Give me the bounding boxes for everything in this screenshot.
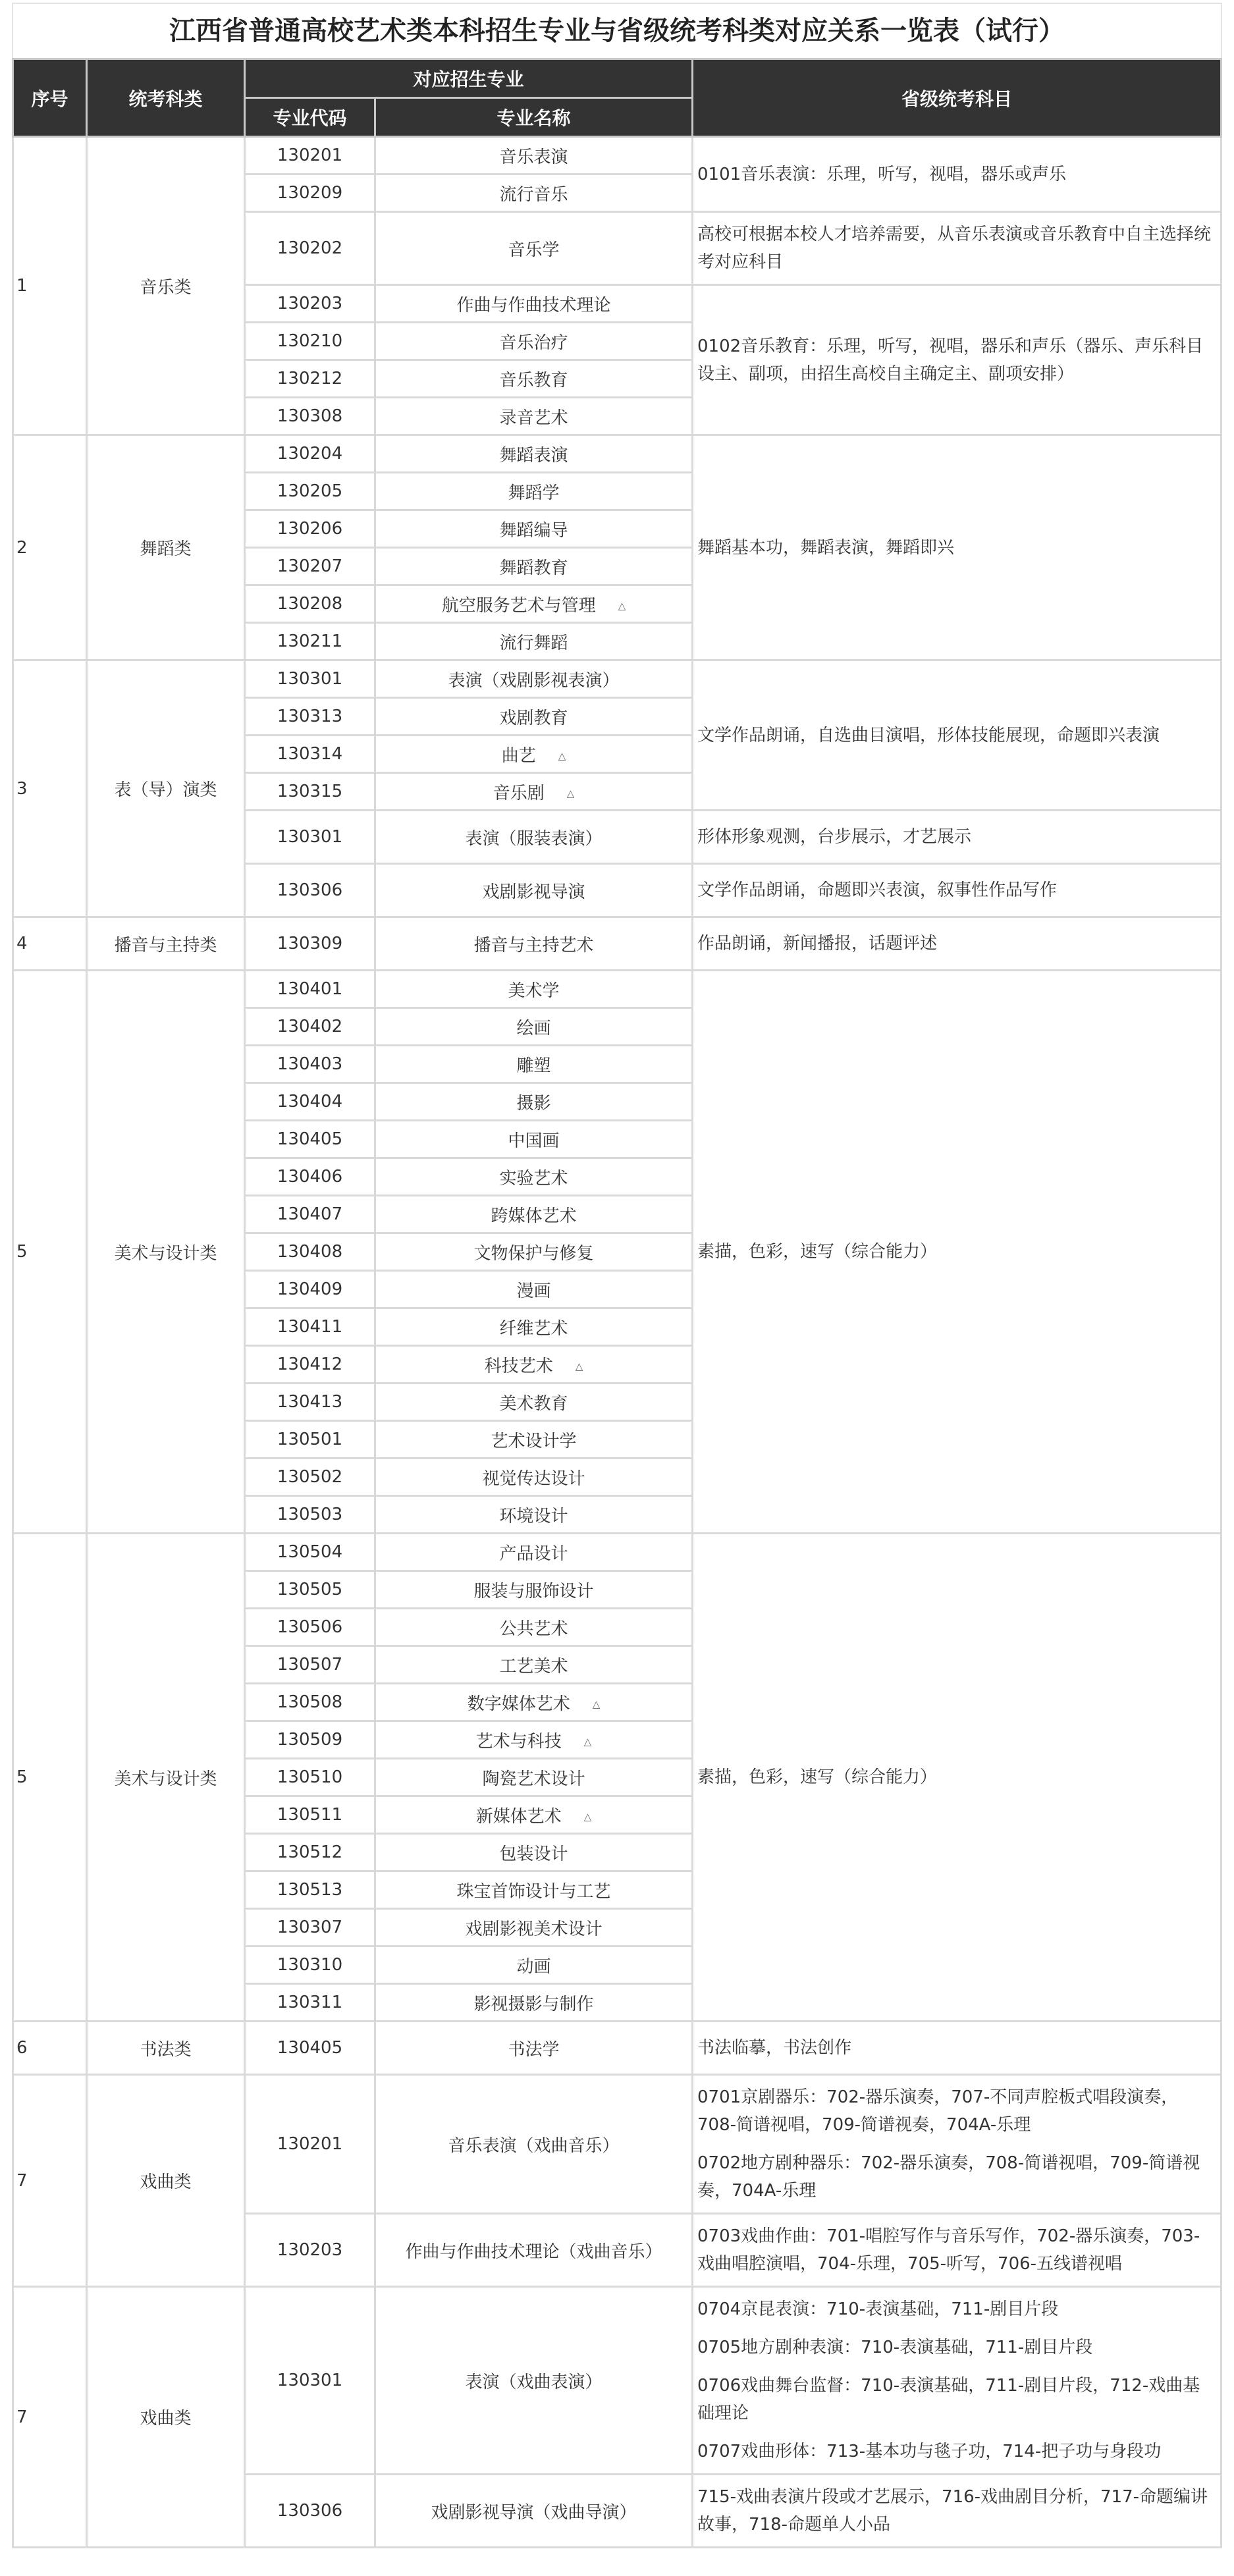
exam-subjects: [693, 811, 1221, 864]
group-number: 7: [13, 2287, 87, 2548]
major-name-cell: [375, 174, 693, 212]
exam-subject-text: 素描，色彩，速写（综合能力）: [697, 1242, 938, 1262]
major-code: 130314: [245, 736, 375, 773]
major-name-cell: [375, 1721, 693, 1759]
major-name-cell: [375, 510, 693, 548]
major-name-cell: [375, 1946, 693, 1984]
major-name: 戏剧教育: [499, 708, 568, 728]
group-number: 5: [13, 1534, 87, 2022]
triangle-mark-icon: △: [592, 1698, 601, 1710]
exam-subjects: [693, 2287, 1221, 2475]
major-code: 130311: [245, 1984, 375, 2022]
major-code: 130508: [245, 1684, 375, 1721]
major-name-cell: [375, 1796, 693, 1834]
major-name-cell: [375, 864, 693, 917]
major-name: 科技艺术: [484, 1356, 553, 1376]
exam-subjects: [693, 1534, 1221, 2022]
major-name-cell: [375, 1008, 693, 1046]
major-code: 130201: [245, 2075, 375, 2214]
major-name: 雕塑: [516, 1056, 551, 1076]
page: [12, 0, 1222, 2548]
table-row: [13, 2287, 1221, 2475]
major-name-cell: [375, 1909, 693, 1946]
header-category: 统考科类: [87, 59, 245, 137]
major-name-cell: [375, 773, 693, 811]
major-name: 音乐剧: [493, 783, 545, 803]
major-name-cell: [375, 398, 693, 435]
major-code: 130505: [245, 1571, 375, 1609]
major-code: 130402: [245, 1008, 375, 1046]
major-code: 130306: [245, 2475, 375, 2548]
major-code: 130301: [245, 2287, 375, 2475]
major-code: 130307: [245, 1909, 375, 1946]
major-name: 数字媒体艺术: [467, 1694, 570, 1714]
major-name: 作曲与作曲技术理论（戏曲音乐）: [405, 2241, 662, 2262]
major-name-cell: [375, 1083, 693, 1121]
major-name: 文物保护与修复: [473, 1243, 594, 1264]
major-code: 130413: [245, 1383, 375, 1421]
exam-subjects: [693, 917, 1221, 971]
major-code: 130412: [245, 1346, 375, 1383]
major-name: 音乐教育: [499, 370, 568, 390]
major-code: 130306: [245, 864, 375, 917]
table-row: [13, 971, 1221, 1008]
major-code: 130309: [245, 917, 375, 971]
major-name: 产品设计: [499, 1543, 568, 1564]
major-name: 舞蹈学: [508, 483, 560, 503]
major-name-cell: [375, 660, 693, 698]
major-name: 流行音乐: [499, 184, 568, 205]
exam-category: 美术与设计类: [87, 1534, 245, 2022]
exam-subject-text: 0101音乐表演：乐理，听写，视唱，器乐或声乐: [697, 164, 1067, 184]
exam-subject-text: 舞蹈基本功，舞蹈表演，舞蹈即兴: [697, 537, 955, 558]
group-number: 5: [13, 971, 87, 1534]
major-code: 130203: [245, 2214, 375, 2287]
group-number: 4: [13, 917, 87, 971]
table-row: [13, 435, 1221, 473]
major-code: 130313: [245, 698, 375, 736]
table-body: [13, 137, 1221, 2548]
major-name-cell: [375, 1233, 693, 1271]
major-code: 130509: [245, 1721, 375, 1759]
triangle-mark-icon: △: [566, 788, 575, 799]
exam-subject-text: 715-戏曲表演片段或才艺展示，716-戏曲剧目分析，717-命题编讲故事，718-命题单人小品: [697, 2487, 1208, 2535]
major-name: 影视摄影与制作: [473, 1994, 594, 2014]
major-name: 珠宝首饰设计与工艺: [456, 1881, 611, 1902]
major-code: 130208: [245, 585, 375, 623]
major-code: 130207: [245, 548, 375, 585]
major-code: 130405: [245, 1121, 375, 1158]
triangle-mark-icon: △: [558, 750, 566, 762]
major-code: 130202: [245, 212, 375, 285]
major-code: 130512: [245, 1834, 375, 1871]
major-name-cell: [375, 137, 693, 174]
major-code: 130404: [245, 1083, 375, 1121]
major-name-cell: [375, 917, 693, 971]
major-name-cell: [375, 736, 693, 773]
major-code: 130211: [245, 623, 375, 660]
major-name-cell: [375, 698, 693, 736]
group-number: 3: [13, 660, 87, 917]
major-name-cell: [375, 1646, 693, 1684]
major-code: 130315: [245, 773, 375, 811]
exam-subject-text: 作品朗诵，新闻播报，话题评述: [697, 934, 938, 953]
major-name: 表演（戏剧影视表演）: [448, 670, 620, 691]
major-code: 130502: [245, 1459, 375, 1496]
major-name-cell: [375, 1121, 693, 1158]
major-name-cell: [375, 1834, 693, 1871]
major-name: 动画: [516, 1956, 551, 1977]
major-code: 130408: [245, 1233, 375, 1271]
major-name: 环境设计: [499, 1506, 568, 1526]
exam-subject-text: 0705地方剧种表演：710-表演基础，711-剧目片段: [697, 2338, 1093, 2357]
major-name-cell: [375, 1571, 693, 1609]
table-row: [13, 1534, 1221, 1571]
major-name-cell: [375, 1158, 693, 1196]
major-code: 130506: [245, 1609, 375, 1646]
major-name: 艺术设计学: [491, 1431, 577, 1451]
header-code: 专业代码: [245, 98, 375, 137]
major-code: 130201: [245, 137, 375, 174]
major-code: 130209: [245, 174, 375, 212]
exam-subjects: [693, 2475, 1221, 2548]
major-code: 130503: [245, 1496, 375, 1534]
table-header: [13, 59, 1221, 137]
major-name: 戏剧影视导演（戏曲导演）: [431, 2502, 637, 2523]
major-name-cell: [375, 1308, 693, 1346]
major-name: 录音艺术: [499, 408, 568, 428]
exam-subject-text: 文学作品朗诵，自选曲目演唱，形体技能展现，命题即兴表演: [697, 725, 1160, 745]
exam-category: 舞蹈类: [87, 435, 245, 660]
major-code: 130511: [245, 1796, 375, 1834]
major-code: 130203: [245, 285, 375, 323]
major-name: 美术教育: [499, 1393, 568, 1414]
exam-subject-text: 0701京剧器乐：702-器乐演奏，707-不同声腔板式唱段演奏，708-简谱视唱，709-简谱视奏，704A-乐理: [697, 2087, 1179, 2135]
table-row: [13, 660, 1221, 698]
exam-subjects: [693, 864, 1221, 917]
major-name-cell: [375, 1759, 693, 1796]
major-name: 服装与服饰设计: [473, 1581, 594, 1601]
exam-category: 音乐类: [87, 137, 245, 435]
header-majors: 对应招生专业: [245, 59, 693, 98]
exam-subject-text: 0102音乐教育：乐理，听写，视唱，器乐和声乐（器乐、声乐科目设主、副项，由招生高校自主确定主、副项安排）: [697, 336, 1204, 384]
table-row: [13, 917, 1221, 971]
major-name: 播音与主持艺术: [473, 935, 594, 955]
major-name: 漫画: [516, 1281, 551, 1301]
major-name: 工艺美术: [499, 1656, 568, 1677]
major-name: 陶瓷艺术设计: [482, 1769, 585, 1789]
major-name-cell: [375, 1496, 693, 1534]
major-name-cell: [375, 1684, 693, 1721]
group-number: 6: [13, 2022, 87, 2075]
major-name: 视觉传达设计: [482, 1468, 585, 1489]
major-name: 流行舞蹈: [499, 633, 568, 653]
group-number: 1: [13, 137, 87, 435]
exam-subject-text: 0702地方剧种器乐：702-器乐演奏，708-简谱视唱，709-简谱视奏，704A-乐理: [697, 2153, 1200, 2201]
exam-subject-text: 0706戏曲舞台监督：710-表演基础，711-剧目片段，712-戏曲基础理论: [697, 2376, 1200, 2423]
major-name-cell: [375, 1609, 693, 1646]
exam-subjects: [693, 2214, 1221, 2287]
major-name: 音乐学: [508, 240, 560, 260]
triangle-mark-icon: △: [618, 600, 626, 612]
major-name: 新媒体艺术: [475, 1806, 562, 1827]
major-name: 纤维艺术: [499, 1318, 568, 1339]
major-name-cell: [375, 1383, 693, 1421]
major-name-cell: [375, 360, 693, 398]
major-name: 艺术与科技: [475, 1731, 562, 1752]
major-code: 130501: [245, 1421, 375, 1459]
exam-subjects: [693, 2022, 1221, 2075]
major-code: 130507: [245, 1646, 375, 1684]
major-name-cell: [375, 1271, 693, 1308]
triangle-mark-icon: △: [583, 1736, 592, 1748]
major-name-cell: [375, 2075, 693, 2214]
exam-subject-text: 0707戏曲形体：713-基本功与毯子功，714-把子功与身段功: [697, 2442, 1162, 2461]
major-name-cell: [375, 2214, 693, 2287]
major-name-cell: [375, 2475, 693, 2548]
major-name-cell: [375, 1421, 693, 1459]
major-name-cell: [375, 1196, 693, 1233]
major-name: 音乐治疗: [499, 333, 568, 353]
exam-subjects: [693, 212, 1221, 285]
group-number: 2: [13, 435, 87, 660]
exam-subjects: [693, 285, 1221, 435]
major-name: 戏剧影视美术设计: [465, 1919, 603, 1939]
exam-subject-text: 高校可根据本校人才培养需要，从音乐表演或音乐教育中自主选择统考对应科目: [697, 225, 1212, 272]
major-name: 绘画: [516, 1018, 551, 1038]
major-code: 130301: [245, 811, 375, 864]
exam-category: 表（导）演类: [87, 660, 245, 917]
major-name-cell: [375, 435, 693, 473]
triangle-mark-icon: △: [575, 1360, 583, 1372]
major-code: 130212: [245, 360, 375, 398]
major-name: 摄影: [516, 1093, 551, 1114]
exam-subjects: [693, 137, 1221, 212]
exam-subjects: [693, 660, 1221, 811]
header-subjects: 省级统考科目: [693, 59, 1221, 137]
major-name: 曲艺: [501, 745, 536, 766]
major-name-cell: [375, 212, 693, 285]
header-no: 序号: [13, 59, 87, 137]
exam-subject-text: 素描，色彩，速写（综合能力）: [697, 1767, 938, 1787]
major-name: 书法学: [508, 2039, 560, 2060]
major-name-cell: [375, 811, 693, 864]
header-name: 专业名称: [375, 98, 693, 137]
major-name: 音乐表演（戏曲音乐）: [448, 2135, 620, 2156]
table-row: [13, 2075, 1221, 2214]
table-row: [13, 2022, 1221, 2075]
major-code: 130205: [245, 473, 375, 510]
group-number: 7: [13, 2075, 87, 2287]
major-code: 130210: [245, 323, 375, 360]
exam-subjects: [693, 2075, 1221, 2214]
exam-category: 书法类: [87, 2022, 245, 2075]
major-code: 130513: [245, 1871, 375, 1909]
exam-subject-text: 书法临摹，书法创作: [697, 2038, 852, 2058]
major-name: 舞蹈编导: [499, 520, 568, 541]
major-code: 130504: [245, 1534, 375, 1571]
major-name: 中国画: [508, 1131, 560, 1151]
page-title: 江西省普通高校艺术类本科招生专业与省级统考科类对应关系一览表（试行）: [12, 3, 1222, 58]
major-name: 跨媒体艺术: [491, 1206, 577, 1226]
major-name: 舞蹈教育: [499, 558, 568, 578]
major-name: 表演（服装表演）: [465, 828, 603, 849]
major-code: 130401: [245, 971, 375, 1008]
major-name-cell: [375, 2022, 693, 2075]
exam-subjects: [693, 435, 1221, 660]
table-row: [13, 137, 1221, 174]
triangle-mark-icon: △: [583, 1811, 592, 1823]
major-code: 130409: [245, 1271, 375, 1308]
exam-category: 戏曲类: [87, 2287, 245, 2548]
major-name-cell: [375, 1871, 693, 1909]
major-name: 包装设计: [499, 1844, 568, 1864]
major-name-cell: [375, 1984, 693, 2022]
major-code: 130403: [245, 1046, 375, 1083]
exam-category: 美术与设计类: [87, 971, 245, 1534]
major-name-cell: [375, 585, 693, 623]
major-name-cell: [375, 1459, 693, 1496]
major-code: 130206: [245, 510, 375, 548]
exam-category: 戏曲类: [87, 2075, 245, 2287]
exam-category: 播音与主持类: [87, 917, 245, 971]
major-code: 130407: [245, 1196, 375, 1233]
major-name-cell: [375, 623, 693, 660]
major-name-cell: [375, 473, 693, 510]
major-name-cell: [375, 323, 693, 360]
major-code: 130310: [245, 1946, 375, 1984]
major-code: 130308: [245, 398, 375, 435]
major-code: 130510: [245, 1759, 375, 1796]
major-name-cell: [375, 1534, 693, 1571]
major-name-cell: [375, 285, 693, 323]
major-code: 130406: [245, 1158, 375, 1196]
major-name: 戏剧影视导演: [482, 882, 585, 902]
major-name: 音乐表演: [499, 147, 568, 167]
major-name-cell: [375, 2287, 693, 2475]
major-name-cell: [375, 971, 693, 1008]
major-code: 130405: [245, 2022, 375, 2075]
exam-subject-text: 0704京昆表演：710-表演基础，711-剧目片段: [697, 2299, 1059, 2319]
major-name-cell: [375, 548, 693, 585]
exam-subjects: [693, 971, 1221, 1534]
correspondence-table: [12, 58, 1222, 2548]
exam-subject-text: 0703戏曲作曲：701-唱腔写作与音乐写作，702-器乐演奏，703-戏曲唱腔演唱，704-乐理，705-听写，706-五线谱视唱: [697, 2226, 1200, 2274]
major-name: 实验艺术: [499, 1168, 568, 1189]
exam-subject-text: 形体形象观测，台步展示，才艺展示: [697, 827, 972, 847]
major-name-cell: [375, 1346, 693, 1383]
major-name-cell: [375, 1046, 693, 1083]
major-code: 130301: [245, 660, 375, 698]
major-name: 美术学: [508, 980, 560, 1001]
major-code: 130411: [245, 1308, 375, 1346]
major-name: 表演（戏曲表演）: [465, 2372, 603, 2392]
major-code: 130204: [245, 435, 375, 473]
exam-subject-text: 文学作品朗诵，命题即兴表演，叙事性作品写作: [697, 880, 1058, 900]
major-name: 航空服务艺术与管理: [441, 595, 596, 616]
major-name: 作曲与作曲技术理论: [456, 295, 611, 315]
major-name: 公共艺术: [499, 1619, 568, 1639]
major-name: 舞蹈表演: [499, 445, 568, 466]
